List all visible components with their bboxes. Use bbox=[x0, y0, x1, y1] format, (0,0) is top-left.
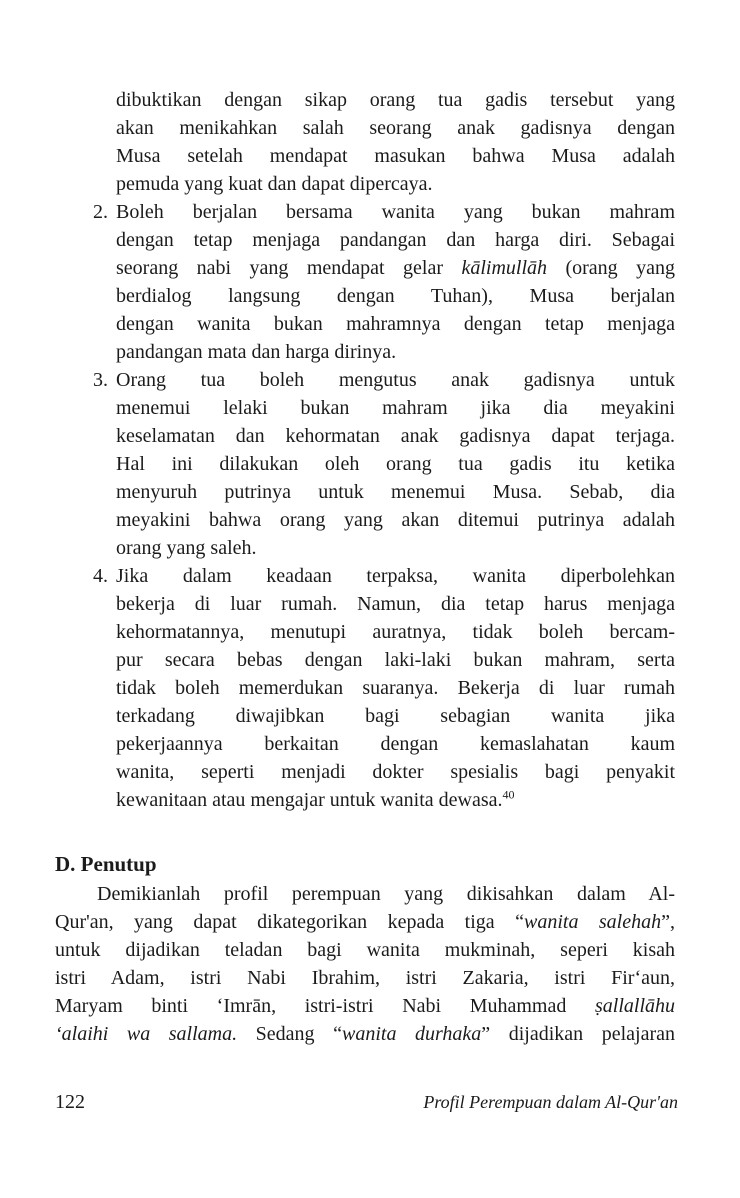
text-line bbox=[55, 908, 675, 936]
numbered-list bbox=[55, 86, 675, 814]
closing-paragraph bbox=[55, 880, 675, 1048]
text-segment: menemui lelaki bukan mahram jika dia meyakini bbox=[116, 397, 675, 419]
list-item bbox=[55, 86, 675, 198]
text-segment: dibuktikan dengan sikap orang tua gadis tersebut yang bbox=[116, 89, 675, 111]
text-segment: pandangan mata dan harga dirinya. bbox=[116, 341, 397, 363]
text-line bbox=[116, 366, 675, 394]
page-footer bbox=[55, 1091, 678, 1114]
text-line bbox=[116, 450, 675, 478]
text-segment: ”, bbox=[661, 911, 675, 933]
list-item bbox=[55, 198, 675, 366]
text-segment: untuk dijadikan teladan bagi wanita mukminah, seperi kisah bbox=[55, 939, 675, 961]
text-segment: Jika dalam keadaan terpaksa, wanita diperbolehkan bbox=[116, 565, 675, 587]
text-line bbox=[116, 618, 675, 646]
text-segment: kālimullāh bbox=[461, 257, 548, 279]
text-segment: Demikianlah profil perempuan yang dikisahkan dalam Al- bbox=[97, 883, 675, 905]
text-segment: ” dijadikan pelajaran bbox=[481, 1023, 675, 1045]
text-line bbox=[116, 226, 675, 254]
text-line bbox=[116, 562, 675, 590]
text-line bbox=[116, 198, 675, 226]
text-line bbox=[55, 936, 675, 964]
text-segment: (orang yang bbox=[547, 257, 675, 279]
list-item-number: 3. bbox=[93, 369, 108, 391]
footnote-ref: 40 bbox=[502, 787, 515, 802]
text-line bbox=[116, 730, 675, 758]
text-segment: bekerja di luar rumah. Namun, dia tetap harus menjaga bbox=[116, 593, 675, 615]
running-title: Profil Perempuan dalam Al-Qur'an bbox=[423, 1092, 678, 1112]
text-segment: dengan tetap menjaga pandangan dan harga diri. Sebagai bbox=[116, 229, 675, 251]
text-segment: wanita, seperti menjadi dokter spesialis bagi penyakit bbox=[116, 761, 675, 783]
text-segment: akan menikahkan salah seorang anak gadisnya dengan bbox=[116, 117, 675, 139]
text-line bbox=[55, 1020, 675, 1048]
text-segment: kewanitaan atau mengajar untuk wanita dewasa. bbox=[116, 789, 503, 811]
text-segment: Musa setelah mendapat masukan bahwa Musa adalah bbox=[116, 145, 675, 167]
text-segment: Boleh berjalan bersama wanita yang bukan mahram bbox=[116, 201, 675, 223]
text-segment: Qur'an, yang dapat dikategorikan kepada tiga “ bbox=[55, 911, 524, 933]
text-line bbox=[116, 86, 675, 114]
list-item bbox=[55, 366, 675, 562]
text-segment: Maryam binti ‘Imrān, istri-istri Nabi Muhammad bbox=[55, 995, 595, 1017]
text-segment: pemuda yang kuat dan dapat dipercaya. bbox=[116, 173, 433, 195]
text-line bbox=[116, 674, 675, 702]
text-line bbox=[116, 534, 675, 562]
text-line bbox=[116, 422, 675, 450]
text-line bbox=[116, 310, 675, 338]
text-segment: dengan wanita bukan mahramnya dengan tetap menjaga bbox=[116, 313, 675, 335]
text-segment: Hal ini dilakukan oleh orang tua gadis itu ketika bbox=[116, 453, 675, 475]
text-segment: ‘alaihi wa sallama. bbox=[55, 1023, 238, 1045]
text-segment: wanita durhaka bbox=[341, 1023, 482, 1045]
text-segment: pekerjaannya berkaitan dengan kemaslahatan kaum bbox=[116, 733, 675, 755]
list-item bbox=[55, 562, 675, 814]
text-line bbox=[116, 114, 675, 142]
text-line bbox=[55, 992, 675, 1020]
text-line bbox=[116, 170, 675, 198]
text-line bbox=[116, 338, 675, 366]
text-line bbox=[116, 478, 675, 506]
section-heading: D. Penutup bbox=[55, 852, 157, 876]
text-segment: wanita salehah bbox=[523, 911, 662, 933]
text-segment: menyuruh putrinya untuk menemui Musa. Sebab, dia bbox=[116, 481, 675, 503]
text-line bbox=[55, 880, 675, 908]
text-line bbox=[116, 282, 675, 310]
text-segment: ṣallallāhu bbox=[594, 995, 675, 1017]
text-line bbox=[116, 702, 675, 730]
text-segment: seorang nabi yang mendapat gelar bbox=[116, 257, 462, 279]
text-segment: meyakini bahwa orang yang akan ditemui putrinya adalah bbox=[116, 509, 675, 531]
text-line bbox=[116, 646, 675, 674]
text-line bbox=[116, 590, 675, 618]
text-segment: istri Adam, istri Nabi Ibrahim, istri Zakaria, istri Fir‘aun, bbox=[55, 967, 675, 989]
list-item-number: 2. bbox=[93, 201, 108, 223]
text-line bbox=[116, 506, 675, 534]
text-segment: terkadang diwajibkan bagi sebagian wanita jika bbox=[116, 705, 675, 727]
text-segment: berdialog langsung dengan Tuhan), Musa berjalan bbox=[116, 285, 675, 307]
text-line bbox=[55, 964, 675, 992]
text-segment: tidak boleh memerdukan suaranya. Bekerja di luar rumah bbox=[116, 677, 675, 699]
text-segment: Orang tua boleh mengutus anak gadisnya untuk bbox=[116, 369, 675, 391]
page-number: 122 bbox=[55, 1091, 85, 1113]
text-segment: orang yang saleh. bbox=[116, 537, 257, 559]
text-line bbox=[116, 394, 675, 422]
text-line bbox=[116, 786, 675, 814]
list-item-number: 4. bbox=[93, 565, 108, 587]
text-segment: pur secara bebas dengan laki-laki bukan mahram, serta bbox=[116, 649, 675, 671]
text-line bbox=[116, 758, 675, 786]
text-line bbox=[116, 254, 675, 282]
text-segment: kehormatannya, menutupi auratnya, tidak boleh bercam- bbox=[116, 621, 675, 643]
text-segment: keselamatan dan kehormatan anak gadisnya dapat terjaga. bbox=[116, 425, 675, 447]
text-segment: Sedang “ bbox=[237, 1023, 342, 1045]
text-line bbox=[116, 142, 675, 170]
page-body bbox=[55, 86, 675, 1048]
